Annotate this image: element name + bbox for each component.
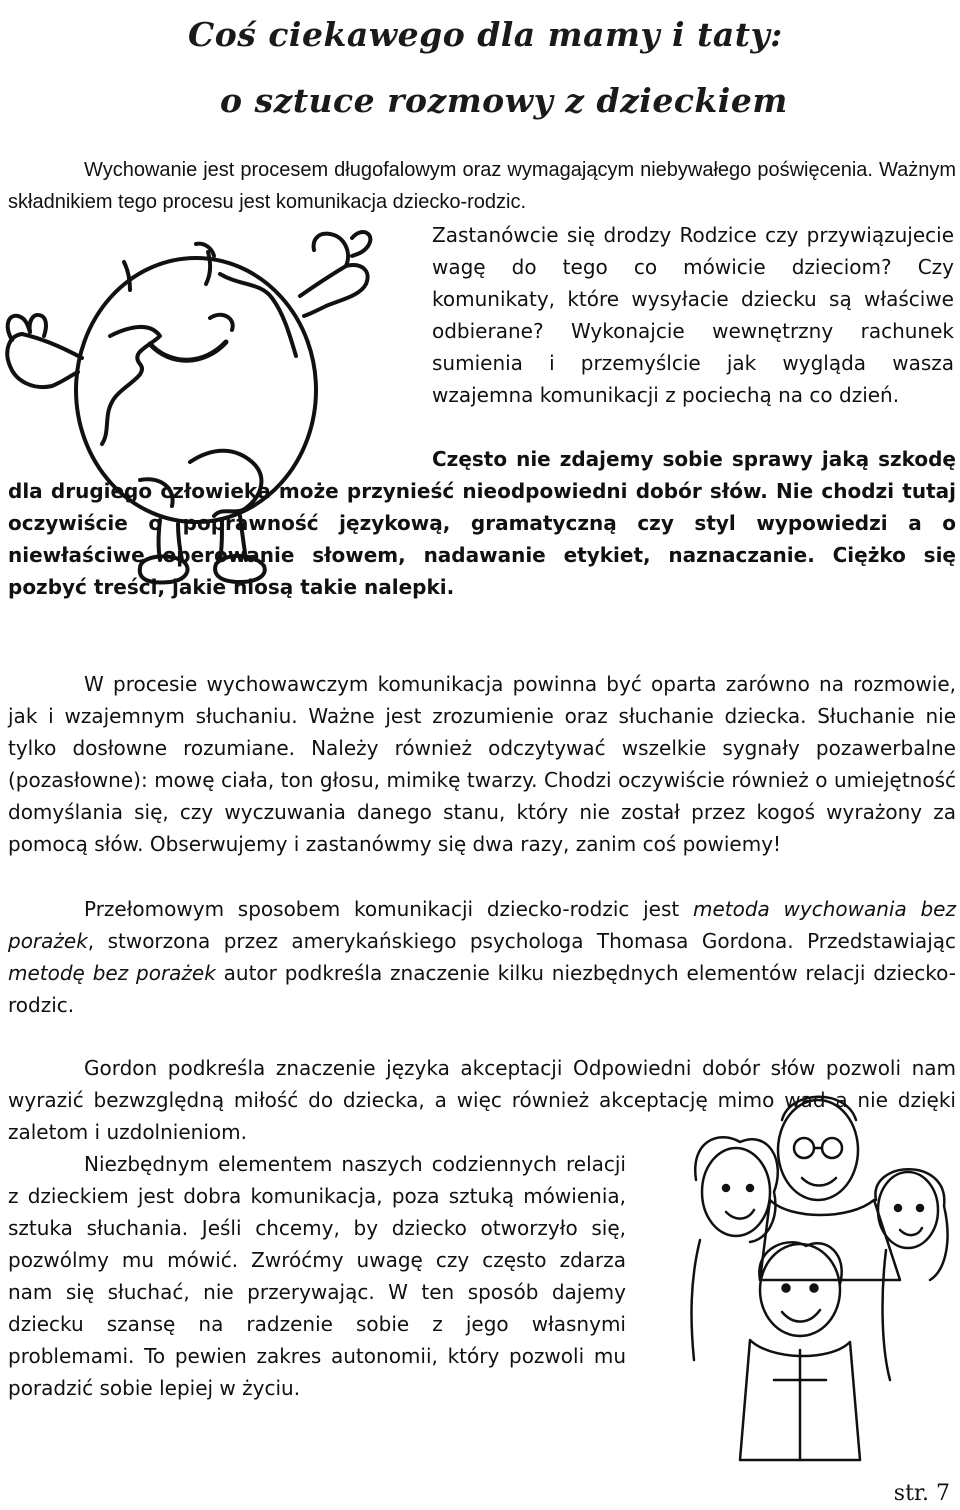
family-illustration <box>650 1080 960 1470</box>
paragraph-words <box>8 443 956 603</box>
paragraph-gordon-part-1: Przełomowym sposobem komunikacji dziecko-rodzic jest <box>84 897 693 921</box>
paragraph-question: Zastanówcie się drodzy Rodzice czy przywiązujecie wagę do tego co mówicie dzieciom? Czy komunikaty, które wysyłacie dziecku są właściwe odbierane? Wykonajcie wewnętrzny rachunek sumienia i przemyślcie jak wygląda wasza wzajemna komunikacji z pociechą na co dzień. <box>432 223 954 407</box>
paragraph-listening: W procesie wychowawczym komunikacja powinna być oparta zarówno na rozmowie, jak i wzajemnym słuchaniu. Ważne jest zrozumienie oraz słuchanie dziecka. Słuchanie nie tylko dosłowne rozumiane. Należy również odczytywać wszelkie sygnały pozawerbalne (pozasłowne): mowę ciała, ton głosu, mimikę twarzy. Chodzi oczywiście również o umiejętność domyślania się, czy wyczuwania danego stanu, który nie został przez kogoś wyrażony za pomocą słów. Obserwujemy i zastanówmy się dwa razy, zanim coś powiemy! <box>8 672 956 856</box>
method-name-emphasis: metoda wychowania bez porażek <box>8 897 956 953</box>
title-line-2: o sztuce rozmowy z dzieckiem <box>220 81 788 120</box>
paragraph-words-part-2: niewłaściwe operowanie słowem, nadawanie etykiet, naznaczanie. Ciężko się pozbyć treści, jakie niosą takie nalepki. <box>8 543 956 599</box>
page-number: str. 7 <box>893 1481 950 1506</box>
paragraph-intro: Wychowanie jest procesem długofalowym oraz wymagającym niebywałego poświęcenia. Ważnym składnikiem tego procesu jest komunikacja dziecko-rodzic. <box>8 159 956 213</box>
method-name-emphasis-2: metodę bez porażek <box>8 961 216 985</box>
paragraph-words-part-1: Często nie zdajemy sobie sprawy jaką szkodę dla drugiego człowieka może przynieść nieodpowiedni dobór słów. Nie chodzi tutaj oczywiście o poprawność językową, gramatyczną czy styl wypowiedzi a o <box>8 447 956 535</box>
paragraph-gordon-part-3: autor podkreśla znaczenie kilku niezbędnych elementów relacji dziecko-rodzic. <box>8 961 956 1017</box>
title-line-1: Coś ciekawego dla mamy i taty: <box>188 15 783 54</box>
paragraph-acceptance: Gordon podkreśla znaczenie języka akceptacji Odpowiedni dobór słów pozwoli nam wyrazić bezwzględną miłość do dziecka, a więc również akceptację mimo wad a nie dzięki zaletom i uzdolnieniom. <box>8 1056 956 1144</box>
paragraph-gordon-method <box>8 893 956 1021</box>
page-title <box>150 2 950 134</box>
paragraph-gordon-part-2: , stworzona przez amerykańskiego psychologa Thomasa Gordona. Przedstawiając <box>87 929 956 953</box>
paragraph-communication: Niezbędnym elementem naszych codziennych relacji z dzieckiem jest dobra komunikacja, poza sztuką mówienia, sztuka słuchania. Jeśli chcemy, by dziecko otworzyło się, pozwólmy mu mówić. Zwróćmy uwagę czy często zdarza nam się słuchać, nie przerywając. W ten sposób dajemy dziecku szansę na radzenie sobie z jego własnymi problemami. To pewien zakres autonomii, który pozwoli mu poradzić sobie lepiej w życiu. <box>8 1152 626 1400</box>
